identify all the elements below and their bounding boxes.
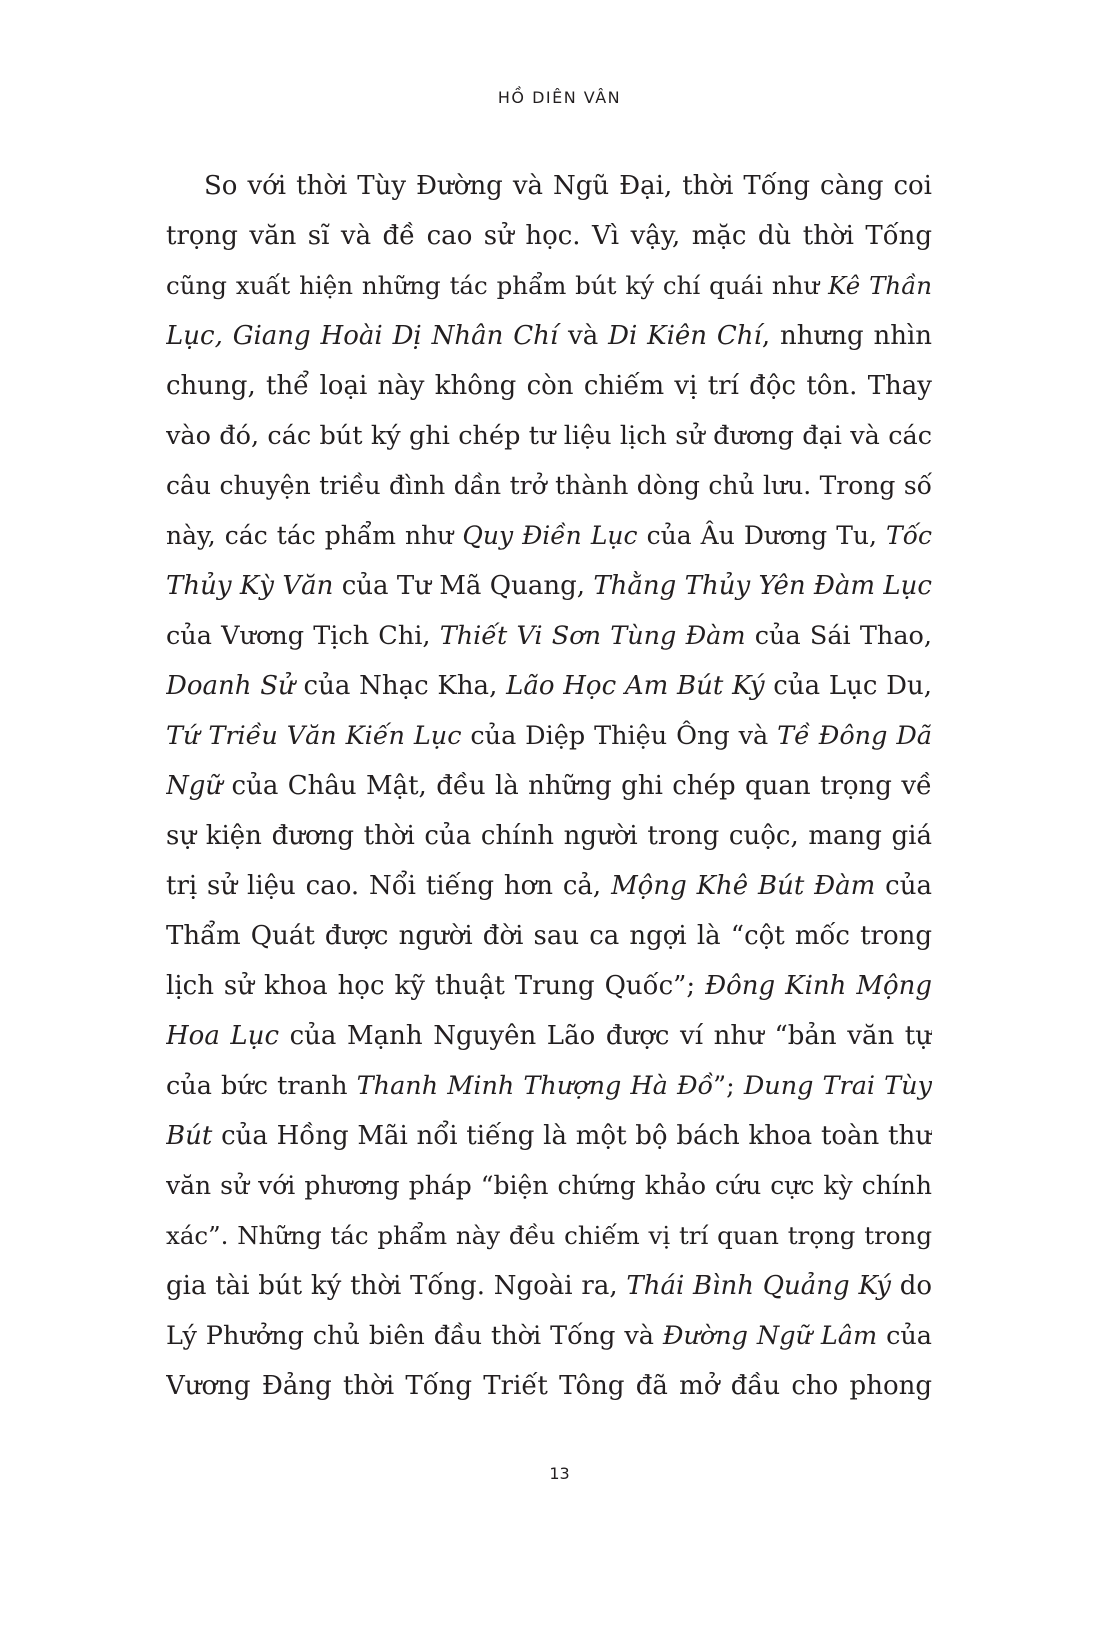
italic-title: Thanh Minh Thượng Hà Đồ [356,1071,714,1101]
text-line [166,711,932,761]
text-run: của Hồng Mãi nổi tiếng là một bộ bách khoa toàn thư [212,1121,932,1151]
body-text [166,161,932,1411]
text-run: ”; [713,1071,744,1101]
text-run: , nhưng nhìn [761,321,932,351]
text-run: câu chuyện triều đình dần trở thành dòng chủ lưu. Trong số [166,471,932,500]
italic-title: Hoa Lục [166,1021,280,1051]
text-line [166,461,932,511]
italic-title: Thái Bình Quảng Ký [626,1271,891,1301]
text-line [166,1361,932,1411]
text-run: của Tư Mã Quang, [333,571,594,601]
text-line [166,861,932,911]
text-run: của Vương Tịch Chi, [166,621,440,651]
text-run: cũng xuất hiện những tác phẩm bút ký chí quái như [166,271,829,300]
text-run: và [558,321,609,351]
text-run: của Mạnh Nguyên Lão được ví như “bản văn tự [279,1021,932,1051]
text-line [166,811,932,861]
text-run: lịch sử khoa học kỹ thuật Trung Quốc”; [166,971,706,1001]
page-number: 13 [549,1464,570,1483]
text-line [166,911,932,961]
italic-title: Dung Trai Tùy [743,1071,932,1101]
text-line [166,1161,932,1211]
text-line [166,1011,932,1061]
text-run: gia tài bút ký thời Tống. Ngoài ra, [166,1271,627,1301]
text-line [166,261,932,311]
text-run: của bức tranh [166,1071,357,1101]
text-line [166,1111,932,1161]
text-run: của Châu Mật, đều là những ghi chép quan trọng về [222,771,932,801]
italic-title: Tứ Triều Văn Kiến Lục [166,721,462,751]
text-run: của Âu Dương Tu, [637,521,887,550]
italic-title: Bút [166,1121,213,1151]
text-run: vào đó, các bút ký ghi chép tư liệu lịch sử đương đại và các [166,421,932,451]
italic-title: Mộng Khê Bút Đàm [611,871,876,901]
text-run: này, các tác phẩm như [166,521,463,550]
text-line [166,311,932,361]
text-run: của Lục Du, [764,671,932,701]
text-line [166,161,932,211]
text-line [166,511,932,561]
italic-title: Lục, Giang Hoài Dị Nhân Chí [166,321,559,351]
text-run: của [877,1321,932,1351]
text-run: Lý Phưởng chủ biên đầu thời Tống và [166,1321,663,1351]
italic-title: Tốc [886,521,932,550]
running-head: HỒ DIÊN VÂN [497,88,622,107]
text-line [166,211,932,261]
italic-title: Kê Thần [828,271,932,300]
italic-title: Di Kiên Chí [608,321,762,351]
text-run: do [890,1271,932,1301]
text-run: So với thời Tùy Đường và Ngũ Đại, thời Tống càng coi [204,171,932,201]
text-run: của Nhạc Kha, [294,671,507,701]
italic-title: Quy Điền Lục [462,521,638,550]
text-line [166,1061,932,1111]
text-line [166,611,932,661]
text-run: trị sử liệu cao. Nổi tiếng hơn cả, [166,871,612,901]
text-run: Thẩm Quát được người đời sau ca ngợi là “cột mốc trong [166,921,932,951]
italic-title: Thiết Vi Sơn Tùng Đàm [439,621,746,651]
text-line [166,1211,932,1261]
text-line [166,761,932,811]
text-line [166,411,932,461]
text-run: của Diệp Thiệu Ông và [461,721,778,751]
italic-title: Đông Kinh Mộng [705,971,932,1001]
italic-title: Ngữ [166,771,223,801]
text-run: của Sái Thao, [745,621,932,651]
text-line [166,1261,932,1311]
text-run: chung, thể loại này không còn chiếm vị trí độc tôn. Thay [166,371,932,401]
italic-title: Đường Ngữ Lâm [662,1321,878,1351]
italic-title: Tề Đông Dã [777,721,932,751]
text-line [166,1311,932,1361]
text-run: Vương Đảng thời Tống Triết Tông đã mở đầu cho phong [166,1371,932,1401]
italic-title: Doanh Sử [166,671,295,701]
text-run: xác”. Những tác phẩm này đều chiếm vị trí quan trọng trong [166,1221,932,1250]
text-line [166,961,932,1011]
text-line [166,661,932,711]
text-run: của [875,871,932,901]
text-run: trọng văn sĩ và đề cao sử học. Vì vậy, mặc dù thời Tống [166,221,932,251]
text-line [166,561,932,611]
text-line [166,361,932,411]
text-run: văn sử với phương pháp “biện chứng khảo cứu cực kỳ chính [166,1171,932,1200]
text-run: sự kiện đương thời của chính người trong cuộc, mang giá [166,821,932,851]
italic-title: Lão Học Am Bút Ký [506,671,765,701]
italic-title: Thằng Thủy Yên Đàm Lục [593,571,932,601]
italic-title: Thủy Kỳ Văn [166,571,334,601]
